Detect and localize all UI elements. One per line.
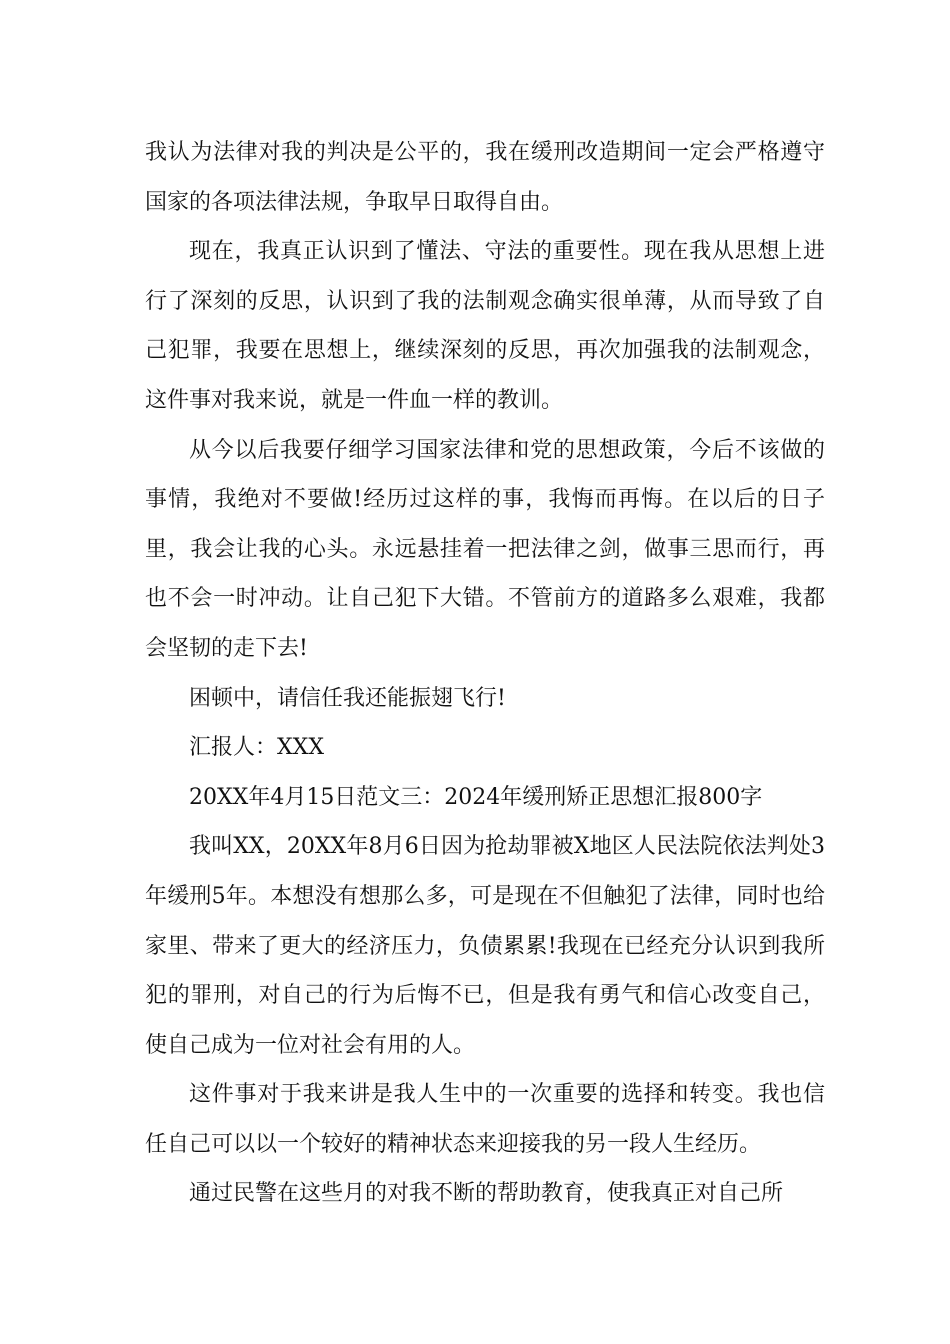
- paragraph-continuation: 我认为法律对我的判决是公平的，我在缓刑改造期间一定会严格遵守国家的各项法律法规，争取早日取得自由。: [145, 140, 825, 215]
- date-and-section-heading: 20XX年4月15日范文三：2024年缓刑矫正思想汇报800字: [189, 784, 763, 810]
- paragraph: 这件事对于我来讲是我人生中的一次重要的选择和转变。我也信任自己可以以一个较好的精神状态来迎接我的另一段人生经历。: [145, 1082, 825, 1157]
- paragraph: 从今以后我要仔细学习国家法律和党的思想政策，今后不该做的事情，我绝对不要做!经历过这样的事，我悔而再悔。在以后的日子里，我会让我的心头。永远悬挂着一把法律之剑，做事三思而行，再也不会一时冲动。让自己犯下大错。不管前方的道路多么艰难，我都会坚韧的走下去!: [145, 437, 825, 661]
- paragraph: 现在，我真正认识到了懂法、守法的重要性。现在我从思想上进行了深刻的反思，认识到了我的法制观念确实很单薄，从而导致了自己犯罪，我要在思想上，继续深刻的反思，再次加强我的法制观念，这件事对我来说，就是一件血一样的教训。: [145, 239, 825, 413]
- paragraph: 通过民警在这些月的对我不断的帮助教育，使我真正对自己所: [189, 1181, 784, 1207]
- paragraph: 困顿中，请信任我还能振翅飞行!: [189, 685, 506, 711]
- reporter-line: 汇报人：XXX: [189, 735, 324, 761]
- document-body: [145, 128, 825, 1219]
- paragraph: 我叫XX，20XX年8月6日因为抢劫罪被X地区人民法院依法判处3年缓刑5年。本想没有想那么多，可是现在不但触犯了法律，同时也给家里、带来了更大的经济压力，负债累累!我现在已经充分认识到我所犯的罪刑，对自己的行为后悔不已，但是我有勇气和信心改变自己，使自己成为一位对社会有用的人。: [145, 834, 825, 1058]
